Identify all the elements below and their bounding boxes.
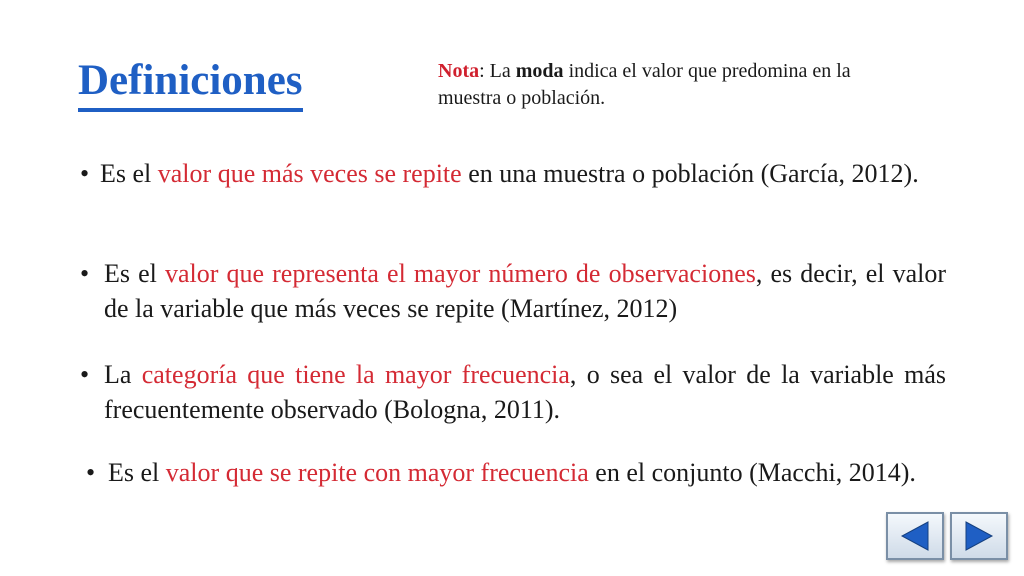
note-box — [438, 58, 858, 112]
bullet-text-pre: Es el — [104, 259, 165, 288]
bullet-text — [100, 156, 946, 191]
bullet-highlight: valor que más veces se repite — [157, 159, 462, 188]
bullet-text-post: , o sea el valor de la variable más frecuentemente observado (Bologna, 2011). — [104, 360, 947, 424]
definition-bullet-garcia — [80, 156, 946, 191]
bullet-text-pre: La — [104, 360, 142, 389]
bullet-text-post: en una muestra o población (García, 2012). — [461, 159, 919, 188]
bullet-highlight: valor que se repite con mayor frecuencia — [165, 458, 589, 487]
bullet-text-pre: Es el — [108, 458, 166, 487]
bullet-marker: • — [80, 159, 90, 188]
slide-title: Definiciones — [78, 56, 303, 112]
definition-bullet-martinez — [80, 256, 946, 326]
next-slide-button[interactable] — [950, 512, 1008, 560]
triangle-left-icon — [898, 520, 932, 552]
triangle-right-icon — [962, 520, 996, 552]
bullet-text — [108, 455, 952, 490]
note-text-pre: : La — [479, 60, 516, 82]
bullet-text — [104, 357, 946, 427]
bullet-marker: • — [86, 458, 96, 487]
bullet-highlight: categoría que tiene la mayor frecuencia — [141, 360, 570, 389]
bullet-marker: • — [80, 259, 90, 288]
bullet-text-post: en el conjunto (Macchi, 2014). — [588, 458, 916, 487]
previous-slide-button[interactable] — [886, 512, 944, 560]
definition-bullet-bologna — [80, 357, 946, 427]
note-text-rest: indica el valor que predomina en la muestra o población. — [438, 60, 851, 109]
note-label: Nota — [438, 60, 480, 82]
bullet-highlight: valor que representa el mayor número de observaciones — [164, 259, 756, 288]
bullet-text-pre: Es el — [100, 159, 158, 188]
note-keyword: moda — [515, 60, 564, 82]
bullet-text — [104, 256, 946, 326]
bullet-text-post: , es decir, el valor de la variable que más veces se repite (Martínez, 2012) — [104, 259, 947, 323]
definition-bullet-macchi — [86, 455, 952, 490]
bullet-marker: • — [80, 360, 90, 389]
